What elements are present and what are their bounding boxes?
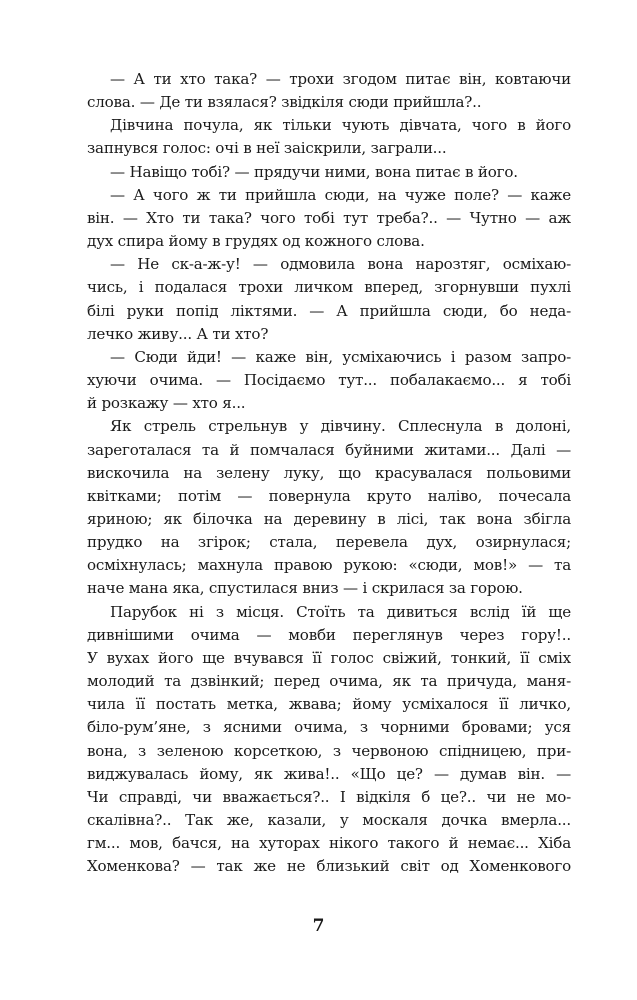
text-line: осміхнулась; махнула правою рукою: «сюди, мов!» — та [87, 556, 571, 575]
text-line: — Не ск-а-ж-у! — одмовила вона нарозтяг, осміхаю- [110, 255, 571, 274]
text-line: — А ти хто така? — трохи згодом питає він, ковтаючи [110, 70, 571, 88]
text-line: дивнішими очима — мовби переглянув через гору!.. [87, 625, 571, 644]
paragraph [87, 346, 571, 415]
text-line: квітками; потім — повернула круто наліво, почесала [87, 486, 571, 505]
text-line: Чи справді, чи вважається?.. І відкіля б це?.. чи не мо- [87, 787, 571, 806]
text-line: вона, з зеленою корсеткою, з червоною спідницею, при- [87, 741, 571, 760]
page-number: 7 [312, 916, 325, 936]
paragraph [87, 68, 571, 114]
paragraph [87, 184, 571, 253]
paragraph [87, 601, 571, 879]
text-line: й розкажу — хто я... [87, 394, 246, 413]
text-line: — Навіщо тобі? — прядучи ними, вона питає в його. [110, 162, 518, 181]
page-text [87, 68, 571, 878]
paragraph [87, 161, 571, 184]
text-line: — Сюди йди! — каже він, усміхаючись і разом запро- [110, 347, 571, 366]
text-line: наче мана яка, спустилася вниз — і скрилася за горою. [87, 579, 523, 598]
text-line: скалівна?.. Так же, казали, у москаля дочка вмерла... [87, 811, 571, 829]
text-line: У вухах його ще вчувався її голос свіжий, тонкий, її сміх [87, 648, 571, 667]
paragraph [87, 114, 571, 160]
text-line: чись, і подалася трохи личком вперед, згорнувши пухлі [87, 278, 571, 297]
text-line: чила її постать метка, жвава; йому усміхалося її личко, [87, 695, 571, 714]
text-line: слова. — Де ти взялася? звідкіля сюди прийшла?.. [87, 93, 482, 112]
text-line: білі руки попід ліктями. — А прийшла сюди, бо неда- [87, 301, 571, 320]
text-line: запнувся голос: очі в неї заіскрили, заграли... [87, 139, 447, 158]
text-line: прудко на згірок; стала, перевела дух, озирнулася; [87, 533, 571, 552]
text-line: виджувалась йому, як жива!.. «Що це? — думав він. — [87, 764, 571, 783]
paragraph [87, 253, 571, 346]
text-line: Парубок ні з місця. Стоїть та дивиться вслід їй ще [110, 602, 571, 621]
text-line: молодий та дзвінкий; перед очима, як та причуда, маня- [87, 672, 571, 691]
text-line: Дівчина почула, як тільки чують дівчата, чого в його [110, 116, 571, 135]
text-line: лечко живу... А ти хто? [87, 324, 269, 343]
text-line: дух спира йому в грудях од кожного слова. [87, 232, 425, 251]
text-line: він. — Хто ти така? чого тобі тут треба?.. — Чутно — аж [87, 208, 571, 227]
text-line: біло-рум’яне, з ясними очима, з чорними бровами; уся [87, 718, 571, 737]
text-line: зареготалася та й помчалася буйними житами... Далі — [87, 440, 571, 459]
text-line: Хоменкова? — так же не близький світ од Хоменкового [87, 857, 571, 876]
text-line: яриною; як білочка на деревину в лісі, так вона збігла [87, 509, 571, 528]
text-line: хуючи очима. — Посідаємо тут... побалакаємо... я тобі [87, 371, 571, 390]
text-line: — А чого ж ти прийшла сюди, на чуже поле? — каже [110, 185, 571, 204]
text-line: вискочила на зелену луку, що красувалася польовими [87, 463, 571, 482]
text-line: Як стрель стрельнув у дівчину. Сплеснула в долоні, [110, 417, 571, 436]
paragraph [87, 415, 571, 600]
text-line: гм... мов, бачся, на хуторах нікого такого й немає... Хіба [87, 834, 571, 853]
